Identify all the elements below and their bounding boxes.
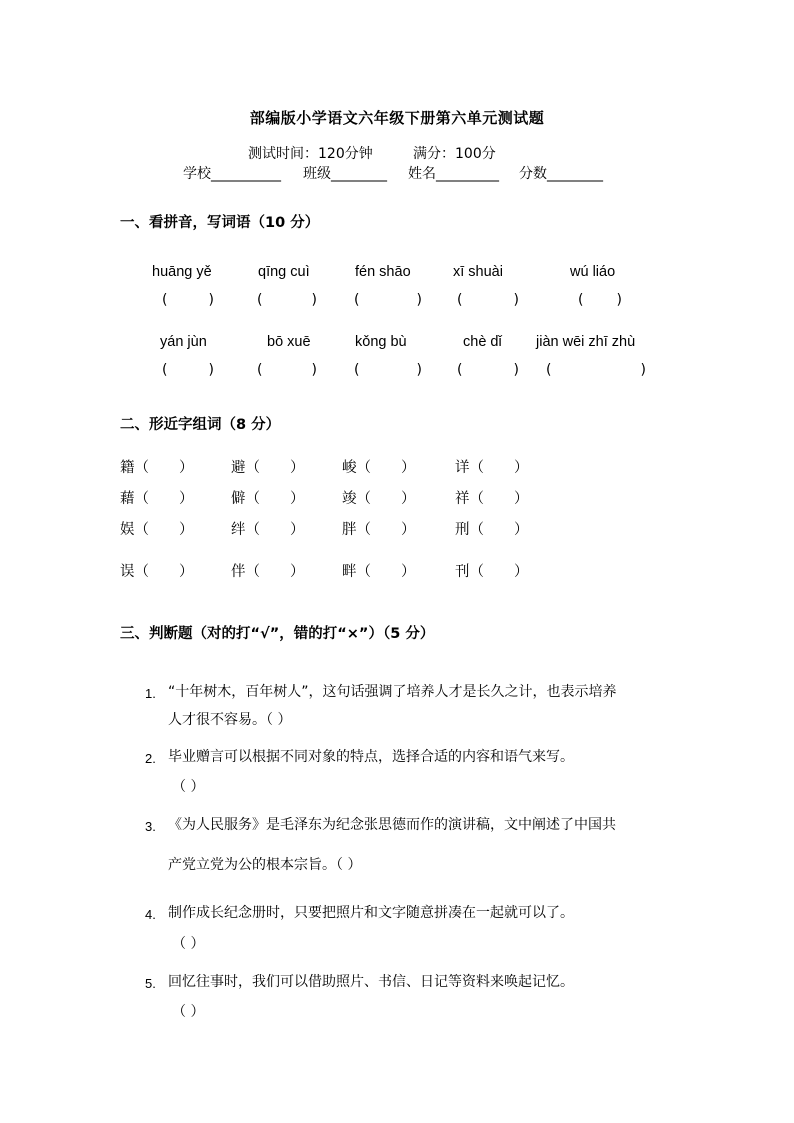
answer-blank[interactable]	[257, 292, 317, 310]
bracket-close: ）	[290, 522, 305, 538]
bracket-open: （	[356, 522, 371, 538]
school-field[interactable]	[183, 163, 281, 183]
source-character: 峻	[342, 460, 357, 476]
bracket-close: )	[311, 292, 317, 308]
source-character: 详	[455, 460, 470, 476]
bracket-open: （	[245, 522, 260, 538]
class-field[interactable]	[303, 163, 387, 183]
school-blank[interactable]: __________	[211, 166, 281, 182]
word-group-item[interactable]	[342, 456, 416, 477]
answer-blank[interactable]	[354, 292, 422, 310]
bracket-close: ）	[290, 564, 305, 580]
bracket-close: )	[416, 362, 422, 378]
answer-blank[interactable]	[578, 292, 622, 310]
word-group-item[interactable]	[231, 487, 305, 508]
bracket-open: (	[162, 362, 168, 378]
pinyin-item: kǒng bù	[355, 334, 407, 350]
bracket-close: ）	[401, 460, 416, 476]
answer-blank[interactable]	[162, 362, 214, 380]
section3-heading: 三、判断题（对的打“√”，错的打“×”）（5 分）	[120, 626, 435, 642]
word-group-item[interactable]	[120, 487, 194, 508]
question-number: 5.	[145, 976, 156, 991]
answer-blank[interactable]	[257, 362, 317, 380]
question-text: 《为人民服务》是毛泽东为纪念张思德而作的演讲稿，文中阐述了中国共	[168, 817, 616, 833]
bracket-close: )	[616, 292, 622, 308]
bracket-open: (	[257, 292, 263, 308]
bracket-close: ）	[514, 460, 529, 476]
question-number: 2.	[145, 751, 156, 766]
answer-blank[interactable]	[354, 362, 422, 380]
word-group-item[interactable]	[231, 518, 305, 539]
word-group-item[interactable]	[455, 518, 529, 539]
bracket-close: ）	[514, 491, 529, 507]
answer-blank[interactable]	[457, 362, 519, 380]
question-number: 3.	[145, 819, 156, 834]
class-label: 班级	[303, 166, 331, 182]
source-character: 绊	[231, 522, 246, 538]
source-character: 娱	[120, 522, 135, 538]
bracket-open: （	[134, 522, 149, 538]
bracket-open: （	[356, 564, 371, 580]
bracket-open: （	[469, 564, 484, 580]
bracket-open: (	[546, 362, 552, 378]
question-answer-line[interactable]: （ ）	[172, 1004, 205, 1020]
bracket-close: ）	[401, 491, 416, 507]
bracket-close: ）	[179, 564, 194, 580]
question-answer-line[interactable]: 产党立党为公的根本宗旨。（ ）	[168, 857, 362, 873]
bracket-close: )	[513, 362, 519, 378]
bracket-open: （	[245, 460, 260, 476]
pinyin-item: huāng yě	[152, 264, 212, 280]
section2-heading: 二、形近字组词（8 分）	[120, 417, 281, 433]
question-answer-line[interactable]: （ ）	[172, 779, 205, 795]
bracket-close: ）	[401, 522, 416, 538]
full-score: 满分：100分	[413, 146, 496, 162]
answer-blank[interactable]	[457, 292, 519, 310]
score-blank[interactable]: ________	[547, 166, 603, 182]
bracket-open: （	[469, 460, 484, 476]
answer-blank[interactable]	[546, 362, 646, 380]
bracket-close: )	[208, 292, 214, 308]
bracket-close: ）	[514, 522, 529, 538]
source-character: 避	[231, 460, 246, 476]
question-text: 毕业赠言可以根据不同对象的特点，选择合适的内容和语气来写。	[168, 749, 574, 765]
bracket-open: (	[257, 362, 263, 378]
name-field[interactable]	[408, 163, 499, 183]
bracket-open: （	[134, 491, 149, 507]
bracket-open: （	[245, 491, 260, 507]
bracket-close: ）	[179, 491, 194, 507]
source-character: 竣	[342, 491, 357, 507]
class-blank[interactable]: ________	[331, 166, 387, 182]
score-field[interactable]	[519, 163, 603, 183]
answer-blank[interactable]	[162, 292, 214, 310]
question-answer-line[interactable]: （ ）	[172, 936, 205, 952]
name-label: 姓名	[408, 166, 436, 182]
bracket-close: )	[640, 362, 646, 378]
bracket-open: （	[134, 460, 149, 476]
pinyin-item: wú liáo	[570, 264, 616, 280]
school-label: 学校	[183, 166, 211, 182]
source-character: 伴	[231, 564, 246, 580]
question-text: “十年树木，百年树人”，这句话强调了培养人才是长久之计，也表示培养	[168, 684, 617, 700]
pinyin-item: qīng cuì	[258, 264, 310, 280]
question-number: 4.	[145, 907, 156, 922]
bracket-open: (	[578, 292, 584, 308]
source-character: 籍	[120, 460, 135, 476]
bracket-close: ）	[514, 564, 529, 580]
bracket-close: )	[208, 362, 214, 378]
source-character: 误	[120, 564, 135, 580]
bracket-open: （	[469, 522, 484, 538]
bracket-open: （	[469, 491, 484, 507]
word-group-item[interactable]	[120, 456, 194, 477]
exam-title: 部编版小学语文六年级下册第六单元测试题	[249, 109, 545, 127]
bracket-open: （	[356, 460, 371, 476]
word-group-item[interactable]	[455, 456, 529, 477]
source-character: 刊	[455, 564, 470, 580]
word-group-item[interactable]	[120, 518, 194, 539]
pinyin-item: bō xuē	[267, 334, 311, 350]
question-text: 制作成长纪念册时，只要把照片和文字随意拼凑在一起就可以了。	[168, 905, 574, 921]
bracket-close: ）	[290, 460, 305, 476]
name-blank[interactable]: _________	[436, 166, 499, 182]
bracket-open: (	[162, 292, 168, 308]
word-group-item[interactable]	[120, 560, 194, 581]
word-group-item[interactable]	[455, 487, 529, 508]
bracket-close: )	[416, 292, 422, 308]
score-label: 分数	[519, 166, 547, 182]
bracket-open: (	[354, 362, 360, 378]
section1-heading: 一、看拼音，写词语（10 分）	[120, 215, 320, 231]
bracket-open: （	[356, 491, 371, 507]
pinyin-item: xī shuài	[453, 264, 503, 280]
word-group-item[interactable]	[342, 560, 416, 581]
bracket-close: ）	[179, 460, 194, 476]
bracket-close: ）	[290, 491, 305, 507]
question-answer-line[interactable]: 人才很不容易。（ ）	[168, 712, 292, 728]
bracket-close: ）	[401, 564, 416, 580]
bracket-open: (	[457, 292, 463, 308]
source-character: 祥	[455, 491, 470, 507]
question-text: 回忆往事时，我们可以借助照片、书信、日记等资料来唤起记忆。	[168, 974, 574, 990]
word-group-item[interactable]	[455, 560, 529, 581]
pinyin-item: jiàn wēi zhī zhù	[536, 334, 636, 350]
bracket-open: （	[134, 564, 149, 580]
source-character: 藉	[120, 491, 135, 507]
bracket-open: （	[245, 564, 260, 580]
source-character: 胖	[342, 522, 357, 538]
bracket-open: (	[354, 292, 360, 308]
word-group-item[interactable]	[342, 487, 416, 508]
source-character: 刑	[455, 522, 470, 538]
exam-time: 测试时间：120分钟	[248, 146, 373, 162]
source-character: 畔	[342, 564, 357, 580]
word-group-item[interactable]	[231, 560, 305, 581]
bracket-open: (	[457, 362, 463, 378]
bracket-close: ）	[179, 522, 194, 538]
bracket-close: )	[513, 292, 519, 308]
pinyin-item: fén shāo	[355, 264, 411, 280]
question-number: 1.	[145, 686, 156, 701]
pinyin-item: yán jùn	[160, 334, 207, 350]
word-group-item[interactable]	[342, 518, 416, 539]
source-character: 僻	[231, 491, 246, 507]
pinyin-item: chè dǐ	[463, 334, 502, 350]
bracket-close: )	[311, 362, 317, 378]
word-group-item[interactable]	[231, 456, 305, 477]
